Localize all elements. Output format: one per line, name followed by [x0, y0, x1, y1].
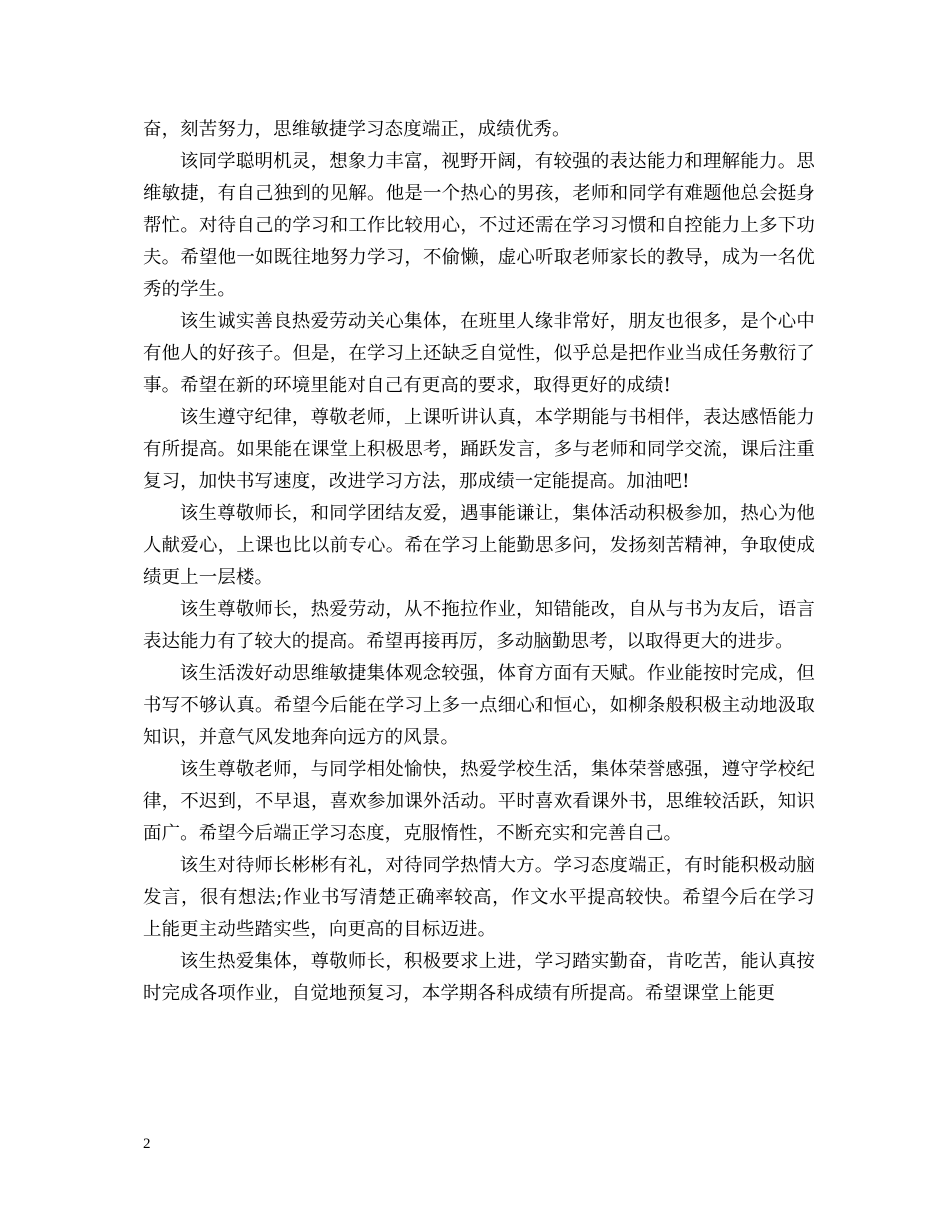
paragraph-continued: 奋，刻苦努力，思维敏捷学习态度端正，成绩优秀。: [143, 119, 571, 140]
paragraph: 该生活泼好动思维敏捷集体观念较强，体育方面有天赋。作业能按时完成，但书写不够认真。希望今后能在学习上多一点细心和恒心，如柳条般积极主动地汲取知识，并意气风发地奔向远方的风景。: [143, 663, 815, 748]
paragraph: 该生尊敬老师，与同学相处愉快，热爱学校生活，集体荣誉感强，遵守学校纪律，不迟到，不早退，喜欢参加课外活动。平时喜欢看课外书，思维较活跃，知识面广。希望今后端正学习态度，克服惰性，不断充实和完善自己。: [143, 759, 815, 844]
paragraph: 该生诚实善良热爱劳动关心集体，在班里人缘非常好，朋友也很多，是个心中有他人的好孩子。但是，在学习上还缺乏自觉性，似乎总是把作业当成任务敷衍了事。希望在新的环境里能对自己有更高的要求，取得更好的成绩!: [143, 311, 815, 396]
paragraph: 该生遵守纪律，尊敬老师，上课听讲认真，本学期能与书相伴，表达感悟能力有所提高。如果能在课堂上积极思考，踊跃发言，多与老师和同学交流，课后注重复习，加快书写速度，改进学习方法，那成绩一定能提高。加油吧!: [143, 407, 815, 492]
body-text: [143, 114, 815, 1010]
paragraph: 该生对待师长彬彬有礼，对待同学热情大方。学习态度端正，有时能积极动脑发言，很有想法;作业书写清楚正确率较高，作文水平提高较快。希望今后在学习上能更主动些踏实些，向更高的目标迈进。: [143, 855, 815, 940]
paragraph: 该同学聪明机灵，想象力丰富，视野开阔，有较强的表达能力和理解能力。思维敏捷，有自己独到的见解。他是一个热心的男孩，老师和同学有难题他总会挺身帮忙。对待自己的学习和工作比较用心，不过还需在学习习惯和自控能力上多下功夫。希望他一如既往地努力学习，不偷懒，虚心听取老师家长的教导，成为一名优秀的学生。: [143, 151, 815, 300]
paragraph: 该生热爱集体，尊敬师长，积极要求上进，学习踏实勤奋，肯吃苦，能认真按时完成各项作业，自觉地预复习，本学期各科成绩有所提高。希望课堂上能更: [143, 951, 815, 1004]
paragraph: 该生尊敬师长，热爱劳动，从不拖拉作业，知错能改，自从与书为友后，语言表达能力有了较大的提高。希望再接再厉，多动脑勤思考，以取得更大的进步。: [143, 599, 815, 652]
paragraph: 该生尊敬师长，和同学团结友爱，遇事能谦让，集体活动积极参加，热心为他人献爱心，上课也比以前专心。希在学习上能勤思多问，发扬刻苦精神，争取使成绩更上一层楼。: [143, 503, 815, 588]
page-number: 2: [143, 1136, 151, 1152]
